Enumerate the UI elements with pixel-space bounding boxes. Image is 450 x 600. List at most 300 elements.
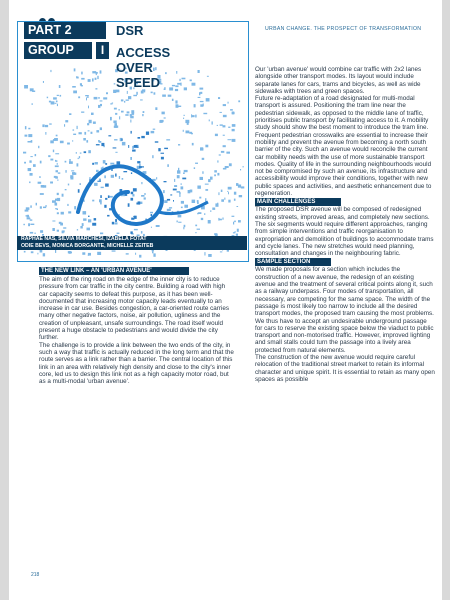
title-line: SPEED [116,75,161,90]
map-block [88,130,90,131]
map-block [164,181,167,182]
map-block [58,172,61,173]
paragraph: We made proposals for a section which includes the construction of a new avenue, the redesign of an existing avenue and the treatment of several critical points along it, such as a railway underpass. Four modes of transportation, all necessary, are competing for the same space. The width of the passage is most likely too narrow to include all the desired transport modes, the proposed tram causing the most problems. We thus have to accept an undesirable underground passage for cars to reserve the existing space below the viaduct to public transport and non-motorised traffic. However, improved lighting and small stalls could turn the passage into a lively area protected from natural elements. [255,266,434,354]
map-block [24,85,28,89]
map-block [110,163,114,165]
map-block [229,163,232,166]
map-block [238,185,241,188]
map-block [130,116,134,119]
title-line: OVER [116,60,153,75]
map-block [126,253,129,254]
map-block [69,159,70,162]
map-block [208,220,211,224]
map-block [83,211,87,214]
map-block [184,225,186,227]
map-block [195,163,198,164]
map-block [220,124,223,125]
map-block [232,112,235,115]
map-block [133,188,137,191]
paragraph: The construction of the new avenue would require careful relocation of the traditional street market to retain its informal character and unique spirit. It is essential to retain as many open spaces as possible [255,353,435,383]
map-block [104,175,106,178]
map-block [80,226,82,229]
map-block [219,154,221,155]
paragraph: Future re-adaptation of a road designated for multi-modal transport is assured. Positioning the tram line near the pedestrian sidewalk, as opposed to the middle lane of traffic, prioritises public transport by facilitating access to it. A mobility study should show the best moment to introduce the tram line. Frequent pedestrian crosswalks are essential to increase their mobility and prevent the avenue from becoming a north south barrier of the city. Such an avenue would reconcile the current car mobility needs with the use of more sustainable transport modes. Quality of life in the surrounding neighbourhoods would not be compromised by such an avenue, its infrastructure and accessibility would improve their conditions, together with new public spaces and activities, and aesthetic enhancement due to regeneration. [255,95,432,198]
map-block [184,170,188,172]
map-block [38,146,39,148]
map-block [179,194,180,197]
map-block [25,135,28,137]
map-block [26,208,28,209]
map-block [155,107,157,110]
map-block [160,120,164,122]
map-block [79,156,80,158]
map-block [105,198,107,200]
map-block [141,231,143,234]
map-block [123,171,127,172]
map-block [92,78,94,81]
map-block [117,233,120,234]
map-block [142,114,143,116]
map-block [151,214,153,216]
map-block [28,134,32,137]
map-block [186,131,190,134]
map-block [215,134,218,136]
map-block [161,153,165,154]
map-block [69,113,71,115]
map-block [189,132,192,134]
map-block [169,207,172,208]
map-block [223,168,227,170]
map-block [81,78,84,80]
map-block [195,115,196,118]
map-block [197,229,200,230]
map-block [52,221,55,222]
map-block [27,217,30,218]
map-block [127,91,128,94]
map-block [29,160,31,162]
map-block [122,178,124,180]
map-block [181,201,184,204]
map-block [31,251,34,253]
page-title [116,45,236,90]
map-block [233,232,235,233]
map-block [39,176,41,177]
map-block [69,161,73,164]
map-block [47,97,48,99]
map-block [48,155,50,157]
map-block [50,159,53,161]
map-block [179,192,181,194]
map-block [27,218,31,220]
map-block [40,193,44,195]
map-block [152,155,153,158]
map-block [113,90,116,93]
map-block [183,130,184,132]
map-block [83,218,86,220]
map-block [173,189,177,191]
map-block [72,86,76,88]
map-block [115,219,117,222]
map-block [177,221,178,223]
map-block [234,221,236,223]
map-block [223,145,226,147]
map-block [55,103,57,104]
map-block [185,120,189,123]
map-block [101,143,104,146]
map-block [78,189,80,193]
map-block [77,229,78,230]
map-block [218,192,219,195]
map-block [232,124,236,127]
map-block [55,165,59,167]
map-block [25,210,29,212]
map-block [37,253,38,255]
map-block [177,170,180,173]
map-block [78,96,80,98]
map-block [125,114,128,116]
map-block [77,126,78,129]
map-block [201,218,203,220]
map-block [202,171,203,174]
map-block [70,175,73,178]
map-block [95,162,98,165]
map-block [38,182,42,184]
map-block [221,151,224,153]
map-block [119,116,120,119]
map-block [122,142,126,146]
map-block [167,209,171,211]
document-page [9,0,442,600]
map-block [223,115,227,117]
map-block [130,231,132,234]
map-block [133,95,137,96]
map-block [141,182,142,184]
map-block [99,141,102,143]
map-block [82,252,85,255]
section-heading-main-challenges: MAIN CHALLENGES [255,198,341,206]
map-block [217,160,218,162]
map-block [30,173,33,176]
map-block [87,228,91,231]
map-block [140,166,144,167]
map-block [218,218,219,221]
map-block [209,120,210,122]
map-block [151,227,152,228]
map-block [199,92,200,95]
map-block [227,191,228,192]
map-block [167,199,170,201]
map-block [57,163,58,165]
map-block [25,126,27,129]
map-block [166,139,170,140]
map-block [190,190,193,193]
map-block [97,252,101,255]
map-block [98,105,100,108]
map-block [181,183,182,185]
map-block [121,99,124,101]
map-block [198,97,201,98]
map-block [228,192,229,194]
map-block [228,187,232,190]
map-block [242,166,244,167]
map-block [34,233,35,234]
map-block [143,111,145,113]
map-block [59,222,62,224]
map-block [217,173,219,176]
map-block [124,101,125,103]
map-block [62,230,64,232]
map-block [130,120,131,123]
map-block [108,195,110,198]
map-block [55,203,58,206]
map-block [128,145,129,148]
map-block [144,197,146,199]
map-block [101,187,104,188]
map-block [40,230,43,233]
map-block [153,129,156,130]
map-block [45,205,46,207]
map-block [62,194,64,197]
map-block [112,222,114,225]
map-block [131,198,134,201]
map-block [130,157,132,160]
map-block [92,223,96,226]
map-block [204,252,205,255]
map-block [181,186,184,189]
map-block [222,218,223,220]
map-block [195,225,197,227]
map-block [225,166,229,168]
map-block [238,100,240,102]
map-block [114,123,117,126]
map-block [163,190,165,193]
map-block [88,79,91,82]
map-block [80,153,82,154]
map-block [119,109,120,111]
map-block [184,205,188,208]
map-block [117,161,121,164]
map-block [126,100,129,101]
map-block [57,193,59,195]
map-block [113,121,116,124]
map-block [110,196,113,198]
map-block [212,208,215,210]
map-block [68,211,71,213]
map-block [132,146,134,149]
map-block [30,205,32,207]
map-block [144,193,146,194]
map-block [96,130,99,132]
map-block [136,92,138,95]
map-block [241,186,245,188]
map-block [98,97,99,99]
map-block [100,70,102,73]
map-block [91,132,93,134]
map-block [205,184,209,185]
map-block [119,176,120,179]
map-block [230,109,233,111]
map-block [228,139,232,140]
map-block [233,222,234,225]
map-block [28,168,32,171]
map-block [82,223,84,226]
map-block [200,177,204,180]
map-block [206,98,210,101]
map-block [175,100,177,103]
map-block [174,179,175,182]
map-block [53,97,57,99]
map-block [43,207,46,209]
map-block [112,250,116,251]
map-block [77,163,79,166]
map-block [208,254,212,257]
map-block [138,137,141,139]
map-block [24,251,26,253]
credits-line-1: RAPHAE NAS, SILVIA MARCHESI, IZABELA FOTAT [21,236,147,242]
map-block [131,172,132,174]
map-block [45,132,46,135]
map-block [51,101,55,104]
map-block [214,170,217,172]
credits-line-2: ODIE BEVS, MONICA BORGANTE, MICHELLE ZEITEB [21,243,154,249]
map-block [141,136,145,138]
map-block [220,112,222,113]
map-block [139,255,141,258]
map-block [56,135,58,137]
map-block [105,184,109,187]
map-block [87,96,88,98]
map-block [184,115,185,116]
map-block [238,220,241,222]
map-block [155,141,159,142]
map-block [79,132,82,134]
map-block [100,201,102,204]
map-block [200,92,202,94]
map-block [110,117,112,121]
map-block [76,76,77,78]
map-block [152,251,154,253]
map-block [232,129,235,131]
map-block [67,143,70,145]
map-block [202,158,205,160]
map-block [67,204,68,206]
map-block [78,158,79,159]
author-credits [17,236,247,250]
map-block [56,101,58,103]
map-block [40,250,43,253]
map-block [24,162,26,164]
map-block [115,152,117,153]
paragraph: The proposed DSR avenue will be composed of redesigned existing streets, improved areas, and completely new sections. The six segments would require different approaches, ranging from simple interventions and traffic reorganisation to expropriation and demolition of buildings to accommodate trams and cycle lanes. The new stretches would need planning, consultation and changes in the neighbouring fabric. [255,206,434,258]
map-block [223,104,226,106]
map-block [104,205,106,208]
map-block [32,91,35,93]
map-block [74,68,76,71]
map-block [237,229,239,232]
map-block [178,222,181,223]
map-block [146,132,149,135]
map-block [71,170,74,171]
map-block [80,83,82,85]
map-block [68,252,72,254]
map-block [95,88,97,89]
map-block [87,123,89,125]
map-block [42,124,44,127]
map-block [89,177,90,180]
map-block [228,127,230,128]
section-heading-sample-section: SAMPLE SECTION [255,258,331,266]
map-block [89,120,92,123]
map-block [237,206,239,207]
map-block [121,139,122,141]
map-block [164,148,168,149]
map-block [53,150,54,153]
map-block [73,129,75,130]
map-block [173,200,174,202]
map-block [112,103,113,104]
left-column [39,276,234,385]
map-block [178,168,179,171]
map-block [28,223,30,226]
map-block [164,200,167,203]
map-block [214,174,216,176]
map-block [86,140,88,143]
map-block [108,135,111,136]
map-block [60,95,62,97]
map-block [30,156,32,157]
map-block [200,148,203,151]
map-block [218,97,220,99]
map-block [103,97,107,99]
map-block [74,206,76,209]
map-block [156,225,160,227]
map-block [94,97,98,100]
map-block [195,232,196,233]
map-figure [17,21,249,262]
map-block [49,123,52,124]
page-number: 218 [31,572,40,578]
map-block [64,124,65,127]
map-block [135,253,136,255]
map-block [167,164,169,167]
map-block [86,97,87,100]
map-block [30,232,33,234]
map-block [28,128,30,130]
map-block [88,253,91,256]
map-block [56,160,58,162]
map-block [88,216,89,217]
map-block [138,201,141,204]
map-block [158,148,160,151]
map-block [137,161,140,163]
map-block [54,176,57,178]
map-block [76,152,77,153]
map-block [65,161,67,163]
map-block [65,170,66,173]
map-block [174,185,177,187]
map-block [151,92,153,94]
map-block [28,141,32,143]
map-block [100,233,103,235]
map-block [73,134,76,135]
map-block [156,177,157,179]
map-block [94,183,98,186]
map-block [43,253,45,256]
map-block [114,108,117,110]
map-block [35,154,37,156]
map-block [81,112,84,113]
map-block [128,96,131,99]
